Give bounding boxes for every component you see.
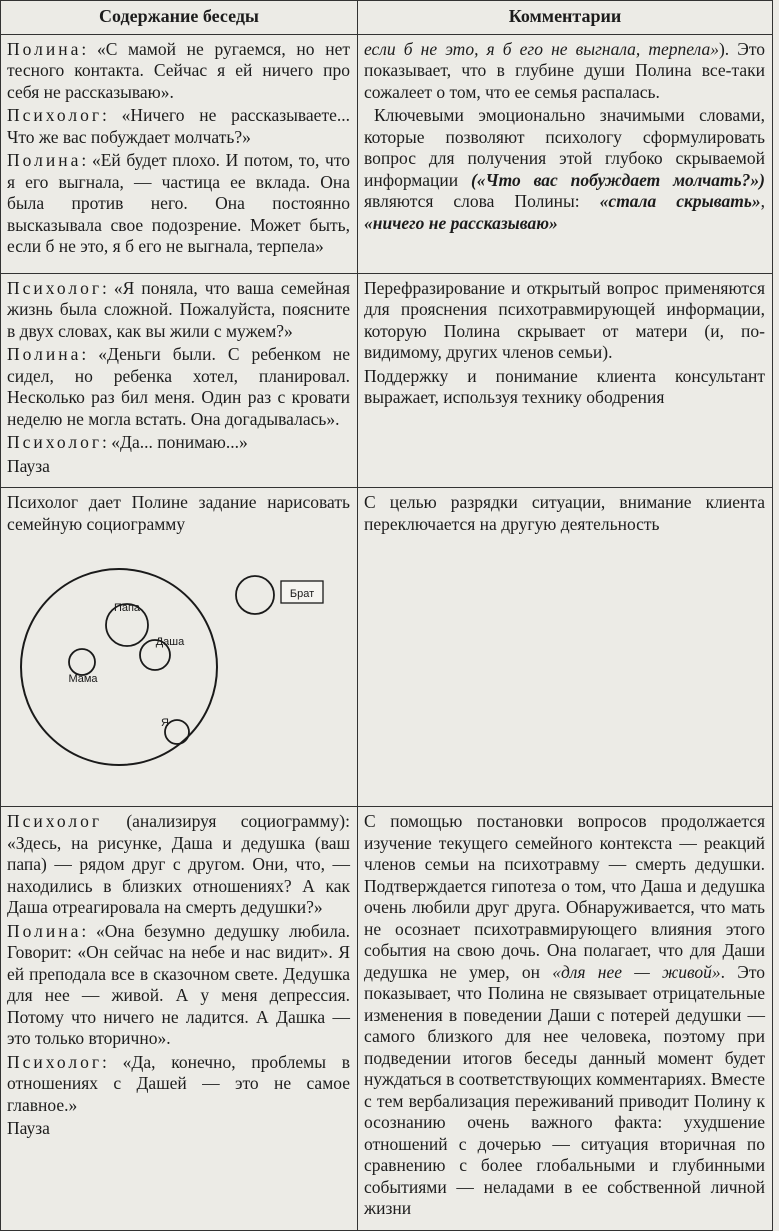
pause-note: Пауза [7,1118,50,1138]
speaker-name: Психолог [7,432,103,452]
table-row [1,34,773,273]
utterance [7,278,350,343]
utterance [7,150,350,258]
utterance [7,344,350,430]
speaker-name: Полина [7,38,82,59]
utterance-text: : «Ничего не рассказываете... Что же вас побуждает молчать?» [7,105,350,147]
comment-cell [358,488,773,807]
utterance [7,1052,350,1117]
table-row [1,273,773,488]
comment-text: Ключевыми эмоционально значимыми словами, которые позволяют психологу сформулировать вопрос для получения этой глубоко скрываемой информации [364,105,765,190]
mama-label: Мама [68,673,98,685]
comment-paragraph: Поддержку и понимание клиента консультант выражает, используя технику ободрения [364,365,765,407]
table-row [1,807,773,1231]
papa-label: Папа [113,602,141,614]
comment-text: ). Это показывает, что в глубине души Полина все-таки сожалеет о том, что ее семья распалась. [364,38,765,102]
quote-italic: «ничего не рассказываю» [364,212,558,233]
quote-italic: («Что вас побуждает молчать?») [470,169,765,190]
comment-text: являются слова Полины: [364,191,600,211]
comment-cell [358,273,773,488]
comment-cell [358,34,773,273]
comment-paragraph: С целью разрядки ситуации, внимание клиента переключается на другую деятельность [364,492,765,534]
comment-paragraph [364,105,765,234]
conversation-cell [1,273,358,488]
sociogram-drawing [7,537,347,767]
conversation-cell [1,34,358,273]
utterance-text: : «Она безумно дедушку любила. Говорит: «Он сейчас на небе и нас видит». Я ей преподала все в сказочном свете. Дедушка для нее — живой. А у меня депрессия. Потому что ничего не ладится. А Дашка — это только вторично». [7,920,350,1048]
utterance [7,432,350,454]
speaker-name: Психолог [7,277,103,298]
speaker-name: Психолог [7,105,103,125]
comment-cell [358,807,773,1231]
comment-text: . Это показывает, что Полина не связывает отрицательные изменения в поведении Даши с потерей дедушки — самого близкого для нее человека, поэтому при подведении итогов беседы данный момент будет нуждаться в соответствующих комментариях. Вместе с тем вербализация переживаний приводит Полину к осознанию очень важного факта: ухудшение отношений с дочерью — ситуация вторичная по сравнению с более глобальными и глубинными событиями — неладами в ее собственной личной жизни [364,961,765,1218]
conversation-cell [1,488,358,807]
speaker-name: Полина [7,344,82,364]
utterance-text: : «Я поняла, что ваша семейная жизнь была сложной. Пожалуйста, поясните в двух словах, как вы жили с мужем?» [7,277,350,341]
table-row [1,488,773,807]
conversation-cell [1,807,358,1231]
mama-circle [69,649,95,675]
pause-note: Пауза [7,455,50,476]
dasha-label: Даша [155,636,185,648]
speaker-name: Полина [7,920,82,941]
comment-paragraph [364,39,765,104]
brat-label: Брат [289,588,315,600]
table-header-row [1,1,773,35]
header-comments: Комментарии [358,1,773,35]
quote-italic: «для нее — живой» [552,961,721,982]
utterance-text: : «Да... понимаю...» [102,432,248,452]
utterance [7,39,350,104]
quote-italic: если б не это, я б его не выгнала, терпела» [364,38,719,59]
comment-text: , [760,191,765,211]
speaker-name: Полина [7,150,82,170]
brat-circle [236,576,274,614]
task-text: Психолог дает Полине задание нарисовать семейную социограмму [7,492,350,534]
comment-paragraph [364,811,765,1220]
speaker-name: Психолог [7,811,103,831]
speaker-name: Психолог [7,1051,103,1072]
utterance [7,921,350,1050]
utterance-text: (анализируя социограмму): «Здесь, на рисунке, Даша и дедушка (ваш папа) — рядом друг с другом. Они, что, — находились в близких отношениях? А как Даша отреагировала на смерть дедушки?» [7,811,350,917]
utterance [7,105,350,148]
utterance [7,811,350,919]
quote-italic: «стала скрывать» [599,191,761,211]
comment-paragraph: Перефразирование и открытый вопрос применяются для прояснения психотравмирующей информации, которую Полина скрывает от матери (и, по-видимому, других членов семьи). [364,277,765,362]
utterance-text: : «Деньги были. С ребенком не сидел, но ребенка хотел, планировал. Несколько раз бил меня. Один раз с кровати неделю не могла встать. Она догадывалась». [7,344,350,429]
header-conversation: Содержание беседы [1,1,358,35]
ya-label: Я [161,717,169,729]
utterance-text: : «Да, конечно, проблемы в отношениях с Дашей — это не самое главное.» [7,1051,350,1115]
utterance-text: : «С мамой не ругаемся, но нет тесного контакта. Сейчас я ей ничего про себя не рассказываю». [7,38,350,102]
comment-text: С помощью постановки вопросов продолжается изучение текущего семейного контекста — реакций членов семьи на психотравму — смерть дедушки. Подтверждается гипотеза о том, что Даша и дедушка очень любили друг друга. Обнаруживается, что мать не осознает психотравмирующего влияния этого события на свою дочь. Она полагает, что для Даши дедушка не умер, он [364,811,765,982]
utterance-text: : «Ей будет плохо. И потом, то, что я его выгнала, — частица ее вклада. Она была против него. Она постоянно высказывала свое подозрение. Может быть, если б не это, я б его не выгнала, терпела» [7,150,350,256]
